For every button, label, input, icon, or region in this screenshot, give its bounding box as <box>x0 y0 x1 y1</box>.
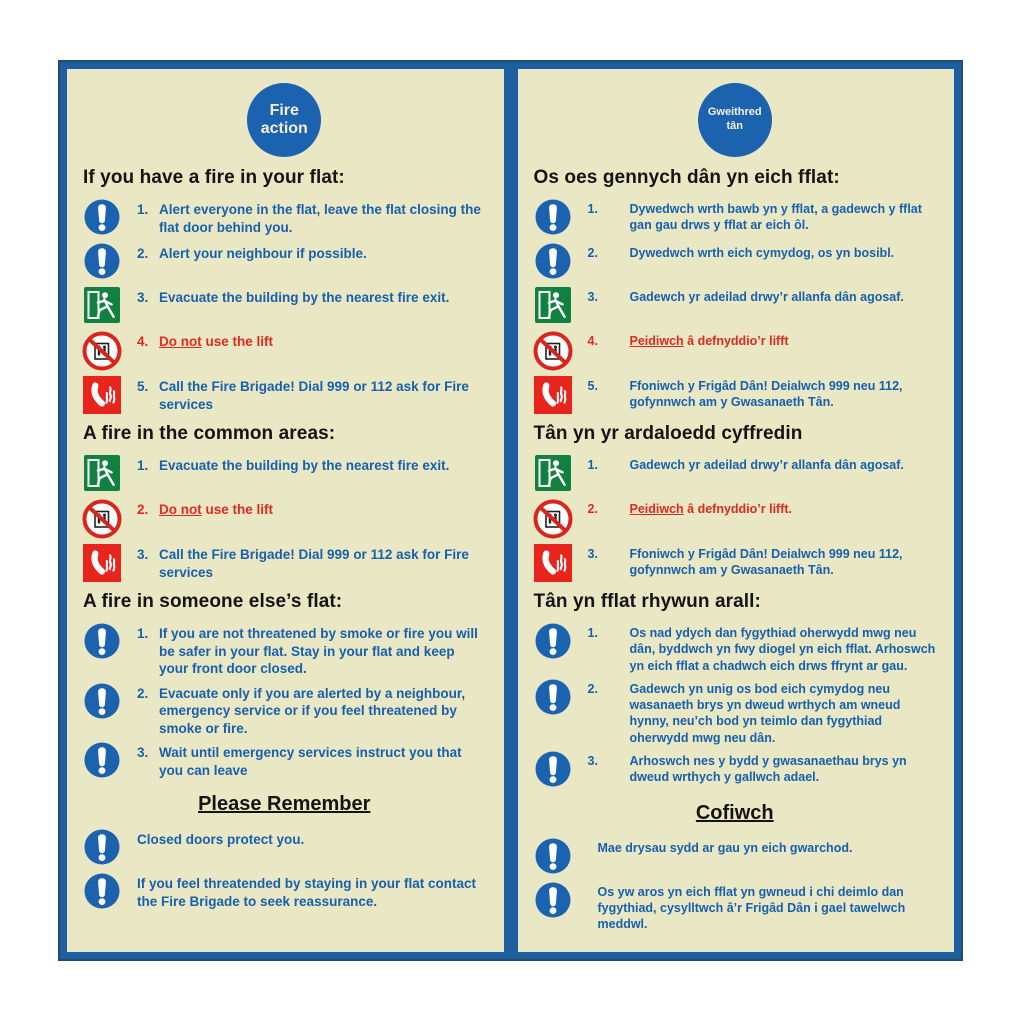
item-text: Dywedwch wrth eich cymydog, os yn bosibl. <box>629 246 895 260</box>
instruction-item <box>81 872 488 912</box>
item-text: If you are not threatened by smoke or fire you will be safer in your flat. Stay in your flat and keep your front door closed. <box>159 626 478 677</box>
item-body <box>159 501 488 519</box>
exclamation-icon <box>81 198 123 235</box>
instruction-text <box>137 872 488 910</box>
instruction-section <box>81 167 488 415</box>
item-number: 4. <box>137 334 149 349</box>
instruction-text <box>588 881 939 933</box>
badge-line2: action <box>260 120 308 137</box>
instruction-text <box>588 242 939 261</box>
item-body <box>630 753 939 786</box>
item-number: 1. <box>587 458 598 472</box>
item-body <box>630 681 939 746</box>
instruction-item <box>532 454 939 494</box>
instruction-text <box>137 498 488 519</box>
item-text: Call the Fire Brigade! Dial 999 or 112 ask for Fire services <box>159 547 469 580</box>
instruction-text <box>137 828 488 849</box>
item-body <box>630 289 939 305</box>
exclamation-icon <box>81 622 123 659</box>
instruction-item <box>81 543 488 583</box>
exclamation-icon <box>81 682 123 719</box>
instruction-text <box>588 622 939 674</box>
item-number: 2. <box>587 502 598 516</box>
item-text-rest: â defnyddio’r lifft <box>683 334 789 348</box>
item-text: Evacuate the building by the nearest fire exit. <box>159 458 450 473</box>
instruction-item <box>532 678 939 746</box>
item-text: Alert your neighbour if possible. <box>159 246 367 261</box>
item-underlined-text: Do not <box>159 334 202 349</box>
item-text: Closed doors protect you. <box>137 832 305 848</box>
instruction-section <box>532 802 939 933</box>
item-number: 3. <box>587 753 598 768</box>
badge-line1: Fire <box>269 101 299 119</box>
instruction-item <box>532 375 939 415</box>
panel-welsh <box>511 62 962 959</box>
fire-action-badge <box>698 83 772 157</box>
item-underlined-text: Peidiwch <box>629 502 684 516</box>
item-body <box>598 884 939 933</box>
panel-english <box>60 62 511 959</box>
item-text: Ffoniwch y Frigâd Dân! Deialwch 999 neu 112, gofynnwch am y Gwasanaeth Tân. <box>629 547 903 578</box>
fire-exit-icon <box>81 454 123 491</box>
item-text: Call the Fire Brigade! Dial 999 or 112 ask for Fire services <box>159 379 469 412</box>
item-number: 3. <box>587 290 598 304</box>
instruction-item <box>532 198 939 238</box>
item-body <box>598 840 939 856</box>
item-number: 3. <box>137 745 149 761</box>
instruction-section <box>81 423 488 583</box>
item-text: Ffoniwch y Frigâd Dân! Deialwch 999 neu 112, gofynnwch am y Gwasanaeth Tân. <box>629 379 903 410</box>
item-number: 3. <box>137 290 149 305</box>
remember-heading: Please Remember <box>198 793 371 816</box>
fire-phone-icon <box>532 375 574 414</box>
instruction-item <box>532 286 939 326</box>
item-text: Os nad ydych dan fygythiad oherwydd mwg neu dân, byddwch yn fwy diogel yn eich fflat. Arhoswch yn eich fflat a chadwch eich drws ffrynt ar gau. <box>629 626 936 673</box>
item-number: 3. <box>137 547 149 562</box>
item-body <box>159 378 488 413</box>
item-body <box>630 501 939 517</box>
fire-action-sign <box>60 62 961 959</box>
instruction-item <box>81 286 488 326</box>
remember-heading: Cofiwch <box>695 801 774 824</box>
item-body <box>159 289 488 307</box>
section-heading: Tân yn yr ardaloedd cyffredin <box>533 423 803 444</box>
item-number: 2. <box>137 246 149 261</box>
item-text: Dywedwch wrth bawb yn y fflat, a gadewch y fflat gan gau drws y fflat ar eich ôl. <box>629 202 922 233</box>
instruction-text <box>588 198 939 234</box>
item-body <box>630 201 939 234</box>
instruction-text <box>588 454 939 473</box>
item-number: 4. <box>587 334 598 348</box>
fire-exit-icon <box>81 286 123 323</box>
item-text: Wait until emergency services instruct you that you can leave <box>159 745 462 778</box>
item-body <box>630 546 939 579</box>
item-text: Gadewch yn unig os bod eich cymydog neu wasanaeth brys yn dweud wrthych am wneud hynny, neu’ch bod yn teimlo dan fygythiad oherwydd mwg neu dân. <box>629 681 901 745</box>
instruction-item <box>81 330 488 371</box>
item-body <box>630 457 939 473</box>
item-body <box>159 685 488 738</box>
exclamation-icon <box>532 837 574 874</box>
exclamation-icon <box>532 242 574 279</box>
instruction-item <box>81 682 488 738</box>
fire-phone-icon <box>532 543 574 582</box>
item-body <box>159 245 488 263</box>
instruction-text <box>137 741 488 779</box>
instruction-text <box>137 375 488 413</box>
item-body <box>630 378 939 411</box>
instruction-item <box>81 828 488 868</box>
instruction-item <box>532 881 939 933</box>
item-number: 3. <box>587 547 598 561</box>
item-number: 5. <box>587 379 598 393</box>
item-underlined-text: Do not <box>159 502 202 517</box>
item-text: Os yw aros yn eich fflat yn gwneud i chi deimlo dan fygythiad, cysylltwch â’r Frigâd Dân i gael tawelwch meddwl. <box>597 884 906 932</box>
instruction-item <box>532 622 939 674</box>
item-number: 2. <box>137 685 149 701</box>
item-body <box>159 457 488 475</box>
item-number: 1. <box>137 202 149 217</box>
instruction-text <box>137 198 488 236</box>
item-body <box>630 245 939 261</box>
item-body <box>159 201 488 236</box>
fire-phone-icon <box>81 543 123 582</box>
instruction-text <box>588 750 939 786</box>
instruction-section <box>81 793 488 912</box>
item-number: 2. <box>137 502 149 517</box>
item-number: 2. <box>587 246 598 260</box>
instruction-text <box>137 622 488 678</box>
item-body <box>137 875 488 910</box>
item-text: Evacuate the building by the nearest fire exit. <box>159 290 450 305</box>
item-text: Gadewch yr adeilad drwy’r allanfa dân agosaf. <box>629 290 904 304</box>
instruction-item <box>81 375 488 415</box>
exclamation-icon <box>81 872 123 909</box>
instruction-item <box>81 741 488 781</box>
item-text-rest: use the lift <box>201 334 274 349</box>
instruction-text <box>137 286 488 307</box>
exclamation-icon <box>532 198 574 235</box>
item-number: 1. <box>137 458 149 473</box>
instruction-section <box>532 423 939 583</box>
no-lift-icon <box>81 330 123 371</box>
instruction-text <box>588 837 939 856</box>
item-number: 1. <box>587 626 598 640</box>
section-heading: Tân yn fflat rhywun arall: <box>533 591 761 612</box>
fire-exit-icon <box>532 454 574 491</box>
instruction-section <box>532 167 939 415</box>
item-underlined-text: Peidiwch <box>629 334 684 348</box>
instruction-text <box>588 375 939 411</box>
instruction-text <box>137 682 488 738</box>
instruction-text <box>137 242 488 263</box>
fire-action-badge <box>247 83 321 157</box>
item-text: Evacuate only if you are alerted by a neighbour, emergency service or if you feel threatened by smoke or fire. <box>159 685 466 736</box>
item-number: 5. <box>137 379 149 394</box>
instruction-item <box>81 454 488 494</box>
exclamation-icon <box>81 828 123 865</box>
instruction-text <box>588 678 939 746</box>
instruction-text <box>137 454 488 475</box>
item-body <box>630 333 939 349</box>
no-lift-icon <box>81 498 123 539</box>
item-number: 2. <box>587 681 598 696</box>
item-text: Arhoswch nes y bydd y gwasanaethau brys yn dweud wrthych y gallwch adael. <box>629 753 907 784</box>
instruction-item <box>81 498 488 539</box>
exclamation-icon <box>532 750 574 787</box>
instruction-item <box>532 242 939 282</box>
section-heading: If you have a fire in your flat: <box>83 167 345 188</box>
section-heading: Os oes gennych dân yn eich fflat: <box>533 167 840 188</box>
instruction-section <box>532 591 939 790</box>
item-text: Gadewch yr adeilad drwy’r allanfa dân agosaf. <box>629 458 904 472</box>
section-heading: A fire in someone else’s flat: <box>83 591 343 612</box>
exclamation-icon <box>532 678 574 715</box>
instruction-item <box>81 198 488 238</box>
instruction-text <box>588 330 939 349</box>
item-text: If you feel threatended by staying in your flat contact the Fire Brigade to seek reassurance. <box>137 876 477 909</box>
item-body <box>159 744 488 779</box>
item-body <box>159 625 488 678</box>
no-lift-icon <box>532 498 574 539</box>
instruction-item <box>532 498 939 539</box>
exclamation-icon <box>532 622 574 659</box>
item-text-rest: â defnyddio’r lifft. <box>683 502 793 516</box>
instruction-item <box>81 242 488 282</box>
fire-exit-icon <box>532 286 574 323</box>
section-heading: A fire in the common areas: <box>83 423 336 444</box>
item-number: 1. <box>137 626 149 641</box>
badge-line2: tân <box>726 120 743 132</box>
instruction-text <box>588 543 939 579</box>
fire-phone-icon <box>81 375 123 414</box>
item-body <box>630 625 939 674</box>
instruction-text <box>588 498 939 517</box>
exclamation-icon <box>81 242 123 279</box>
instruction-text <box>137 543 488 581</box>
instruction-item <box>532 837 939 877</box>
badge-line1: Gweithred <box>707 106 762 119</box>
exclamation-icon <box>532 881 574 918</box>
item-body <box>159 546 488 581</box>
no-lift-icon <box>532 330 574 371</box>
instruction-section <box>81 591 488 781</box>
instruction-text <box>588 286 939 305</box>
instruction-item <box>532 543 939 583</box>
item-body <box>137 831 488 849</box>
instruction-item <box>81 622 488 678</box>
item-text: Alert everyone in the flat, leave the flat closing the flat door behind you. <box>159 202 481 235</box>
exclamation-icon <box>81 741 123 778</box>
item-text-rest: use the lift <box>201 502 274 517</box>
instruction-item <box>532 750 939 790</box>
item-body <box>159 333 488 351</box>
item-number: 1. <box>587 202 598 216</box>
instruction-text <box>137 330 488 351</box>
item-text: Mae drysau sydd ar gau yn eich gwarchod. <box>597 840 853 855</box>
instruction-item <box>532 330 939 371</box>
